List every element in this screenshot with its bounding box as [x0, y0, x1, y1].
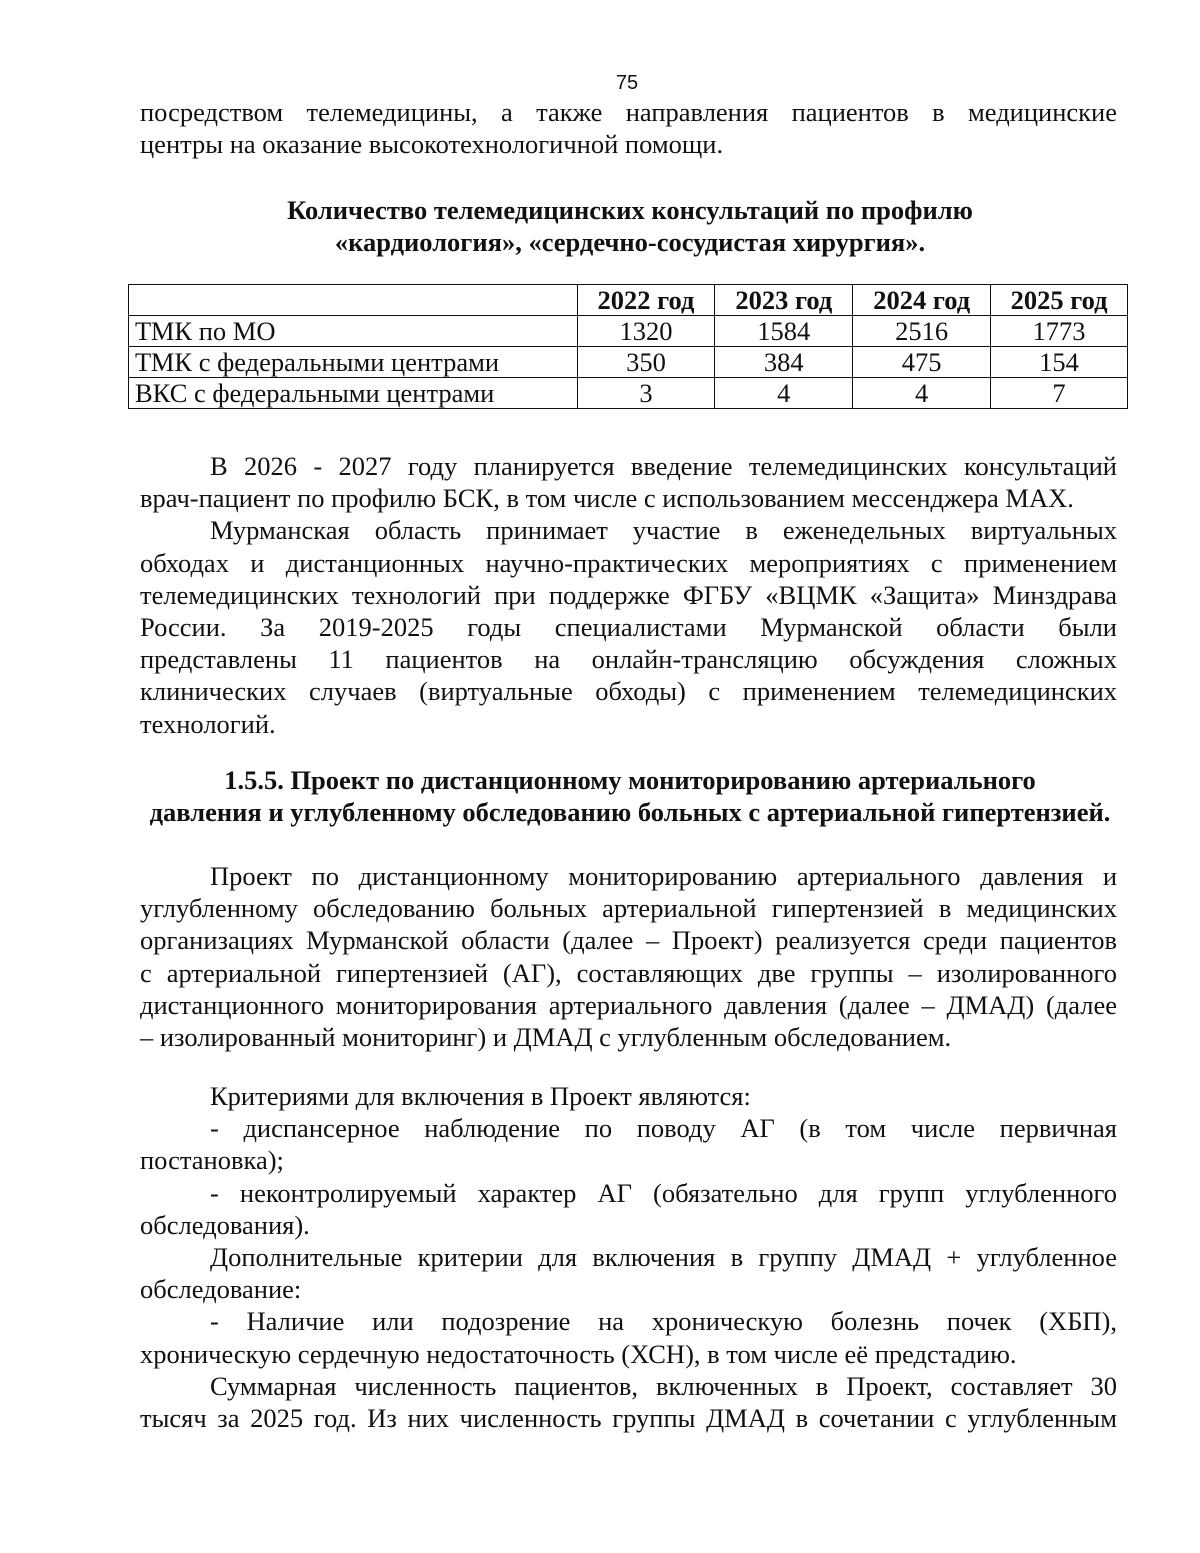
text-line: обследование: — [140, 1274, 302, 1305]
section-heading — [100, 764, 1160, 828]
table-header-row — [129, 285, 1128, 316]
text-line: обследования). — [140, 1209, 310, 1240]
table-row — [129, 378, 1128, 409]
cell-value: 4 — [715, 378, 853, 409]
text-line: постановка); — [140, 1145, 284, 1176]
cell-value: 154 — [991, 347, 1128, 378]
title-line: «кардиология», «сердечно-сосудистая хирургия». — [334, 227, 926, 257]
cell-value: 4 — [853, 378, 991, 409]
text-line: углубленному обследованию больных артериальной гипертензией в медицинских — [140, 893, 1117, 924]
header-cell: 2025 год — [991, 285, 1128, 316]
text-line: центры на оказание высокотехнологичной помощи. — [140, 129, 724, 160]
list-item: - Наличие или подозрение на хроническую болезнь почек (ХБП), — [210, 1306, 1117, 1337]
text-line: хроническую сердечную недостаточность (ХСН), в том числе её предстадию. — [140, 1338, 1017, 1369]
list-item: - диспансерное наблюдение по поводу АГ (в том числе первичная — [210, 1113, 1117, 1144]
text-line: дистанционного мониторирования артериального давления (далее – ДМАД) (далее — [140, 989, 1117, 1020]
cell-value: 384 — [715, 347, 853, 378]
text-line: технологий. — [140, 708, 276, 739]
criteria-list — [140, 1080, 1117, 1434]
text-line: Критериями для включения в Проект являются: — [210, 1081, 751, 1111]
header-cell: 2024 год — [853, 285, 991, 316]
text-line: врач-пациент по профилю БСК, в том числе с использованием мессенджера MAX. — [140, 483, 1074, 514]
row-label: ТМК с федеральными центрами — [129, 347, 578, 378]
paragraph-telemedicine-plan — [140, 450, 1117, 740]
cell-value: 1773 — [991, 316, 1128, 347]
cell-value: 475 — [853, 347, 991, 378]
cell-value: 1584 — [715, 316, 853, 347]
cell-value: 2516 — [853, 316, 991, 347]
heading-line: давления и углубленному обследованию больных с артериальной гипертензией. — [149, 797, 1111, 827]
header-cell — [129, 285, 578, 316]
cell-value: 1320 — [577, 316, 715, 347]
heading-line: 1.5.5. Проект по дистанционному мониторированию артериального — [224, 765, 1036, 795]
text-line: тысяч за 2025 год. Из них численность группы ДМАД в сочетании с углубленным — [140, 1403, 1117, 1434]
text-line: России. За 2019-2025 годы специалистами Мурманской области были — [140, 612, 1117, 643]
row-label: ВКС с федеральными центрами — [129, 378, 578, 409]
cell-value: 3 — [577, 378, 715, 409]
text-line: – изолированный мониторинг) и ДМАД с углубленным обследованием. — [140, 1022, 952, 1053]
cell-value: 7 — [991, 378, 1128, 409]
table-title — [100, 194, 1160, 258]
row-label: ТМК по МО — [129, 316, 578, 347]
text-line: с артериальной гипертензией (АГ), составляющих две группы – изолированного — [140, 957, 1117, 988]
text-line: Дополнительные критерии для включения в группу ДМАД + углубленное — [210, 1242, 1117, 1273]
table-row — [129, 316, 1128, 347]
text-line: В 2026 - 2027 году планируется введение телемедицинских консультаций — [210, 451, 1117, 481]
text-line: телемедицинских технологий при поддержке ФГБУ «ВЦМК «Защита» Минздрава — [140, 579, 1117, 610]
intro-paragraph — [140, 96, 1117, 160]
text-line: Суммарная численность пациентов, включенных в Проект, составляет 30 — [210, 1370, 1117, 1401]
text-line: представлены 11 пациентов на онлайн-трансляцию обсуждения сложных — [140, 644, 1117, 675]
text-line: Мурманская область принимает участие в еженедельных виртуальных — [210, 515, 1117, 546]
cell-value: 350 — [577, 347, 715, 378]
header-cell: 2023 год — [715, 285, 853, 316]
title-line: Количество телемедицинских консультаций по профилю — [287, 195, 973, 225]
page-number: 75 — [615, 72, 639, 94]
text-line: организациях Мурманской области (далее – Проект) реализуется среди пациентов — [140, 925, 1117, 956]
consultations-table — [128, 284, 1128, 409]
text-line: обходах и дистанционных научно-практических мероприятиях с применением — [140, 547, 1117, 578]
text-line: клинических случаев (виртуальные обходы) с применением телемедицинских — [140, 676, 1117, 707]
text-line: Проект по дистанционному мониторированию артериального давления и — [210, 861, 1117, 891]
list-item: - неконтролируемый характер АГ (обязательно для групп углубленного — [210, 1177, 1117, 1208]
table-row — [129, 347, 1128, 378]
paragraph-project — [140, 860, 1117, 1053]
header-cell: 2022 год — [577, 285, 715, 316]
text-line: посредством телемедицины, а также направления пациентов в медицинские — [140, 97, 1117, 127]
